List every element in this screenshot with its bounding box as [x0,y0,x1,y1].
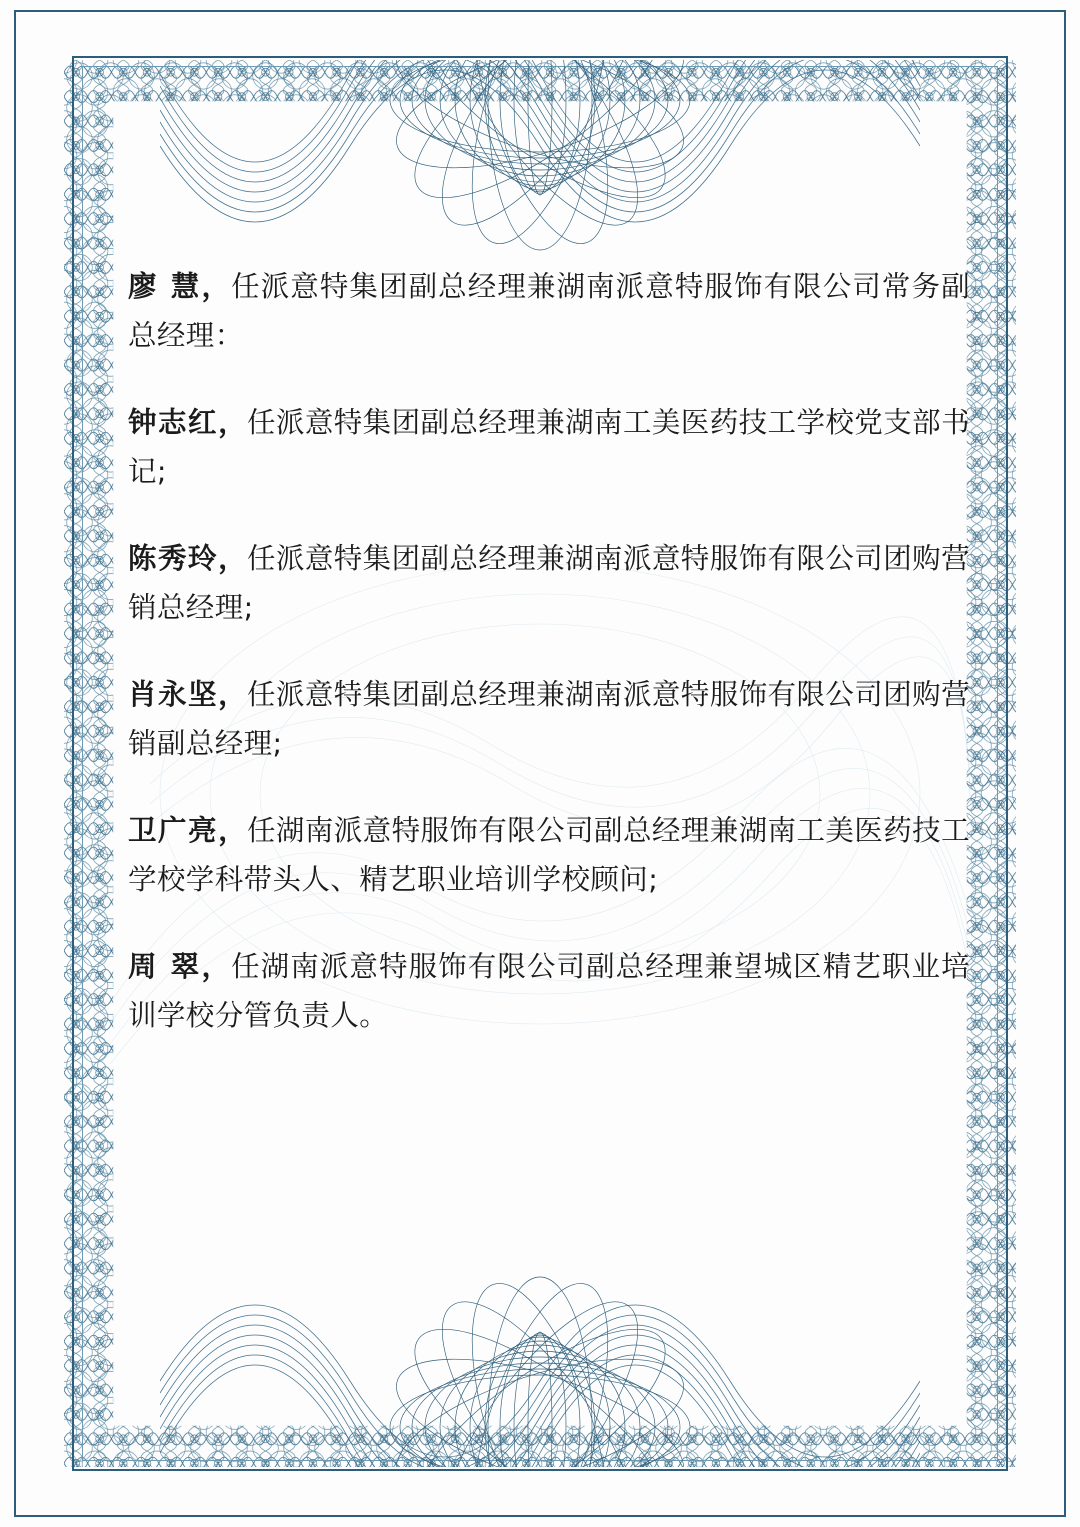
person-name: 周 翠 [128,950,202,984]
appointment-text: 任派意特集团副总经理兼湖南派意特服饰有限公司常务副总经理： [128,270,970,353]
appointment-text: 任派意特集团副总经理兼湖南工美医药技工学校党支部书记; [128,406,970,489]
appointment-text: 任湖南派意特服饰有限公司副总经理兼望城区精艺职业培训学校分管负责人。 [128,950,970,1033]
appointment-text: 任派意特集团副总经理兼湖南派意特服饰有限公司团购营销总经理; [128,542,970,625]
name-separator: ， [218,814,247,848]
appointment-entry [128,398,970,496]
name-separator: ， [201,270,232,303]
name-separator: ， [218,678,247,712]
appointment-entry [128,262,970,360]
appointment-entry [128,942,970,1040]
person-name: 卫广亮 [128,814,219,848]
person-name: 廖 慧 [128,270,202,303]
person-name: 钟志红 [128,406,219,440]
name-separator: ， [218,542,247,576]
appointment-entry [128,534,970,632]
person-name: 陈秀玲 [128,542,219,576]
appointment-text: 任派意特集团副总经理兼湖南派意特服饰有限公司团购营销副总经理; [128,678,970,761]
appointment-entry [128,670,970,768]
person-name: 肖永坚 [128,678,219,712]
appointment-text: 任湖南派意特服饰有限公司副总经理兼湖南工美医药技工学校学科带头人、精艺职业培训学校顾问; [128,814,970,897]
name-separator: ， [218,406,247,440]
name-separator: ， [201,950,232,984]
appointment-entries-list [128,262,970,1040]
appointment-entry [128,806,970,904]
